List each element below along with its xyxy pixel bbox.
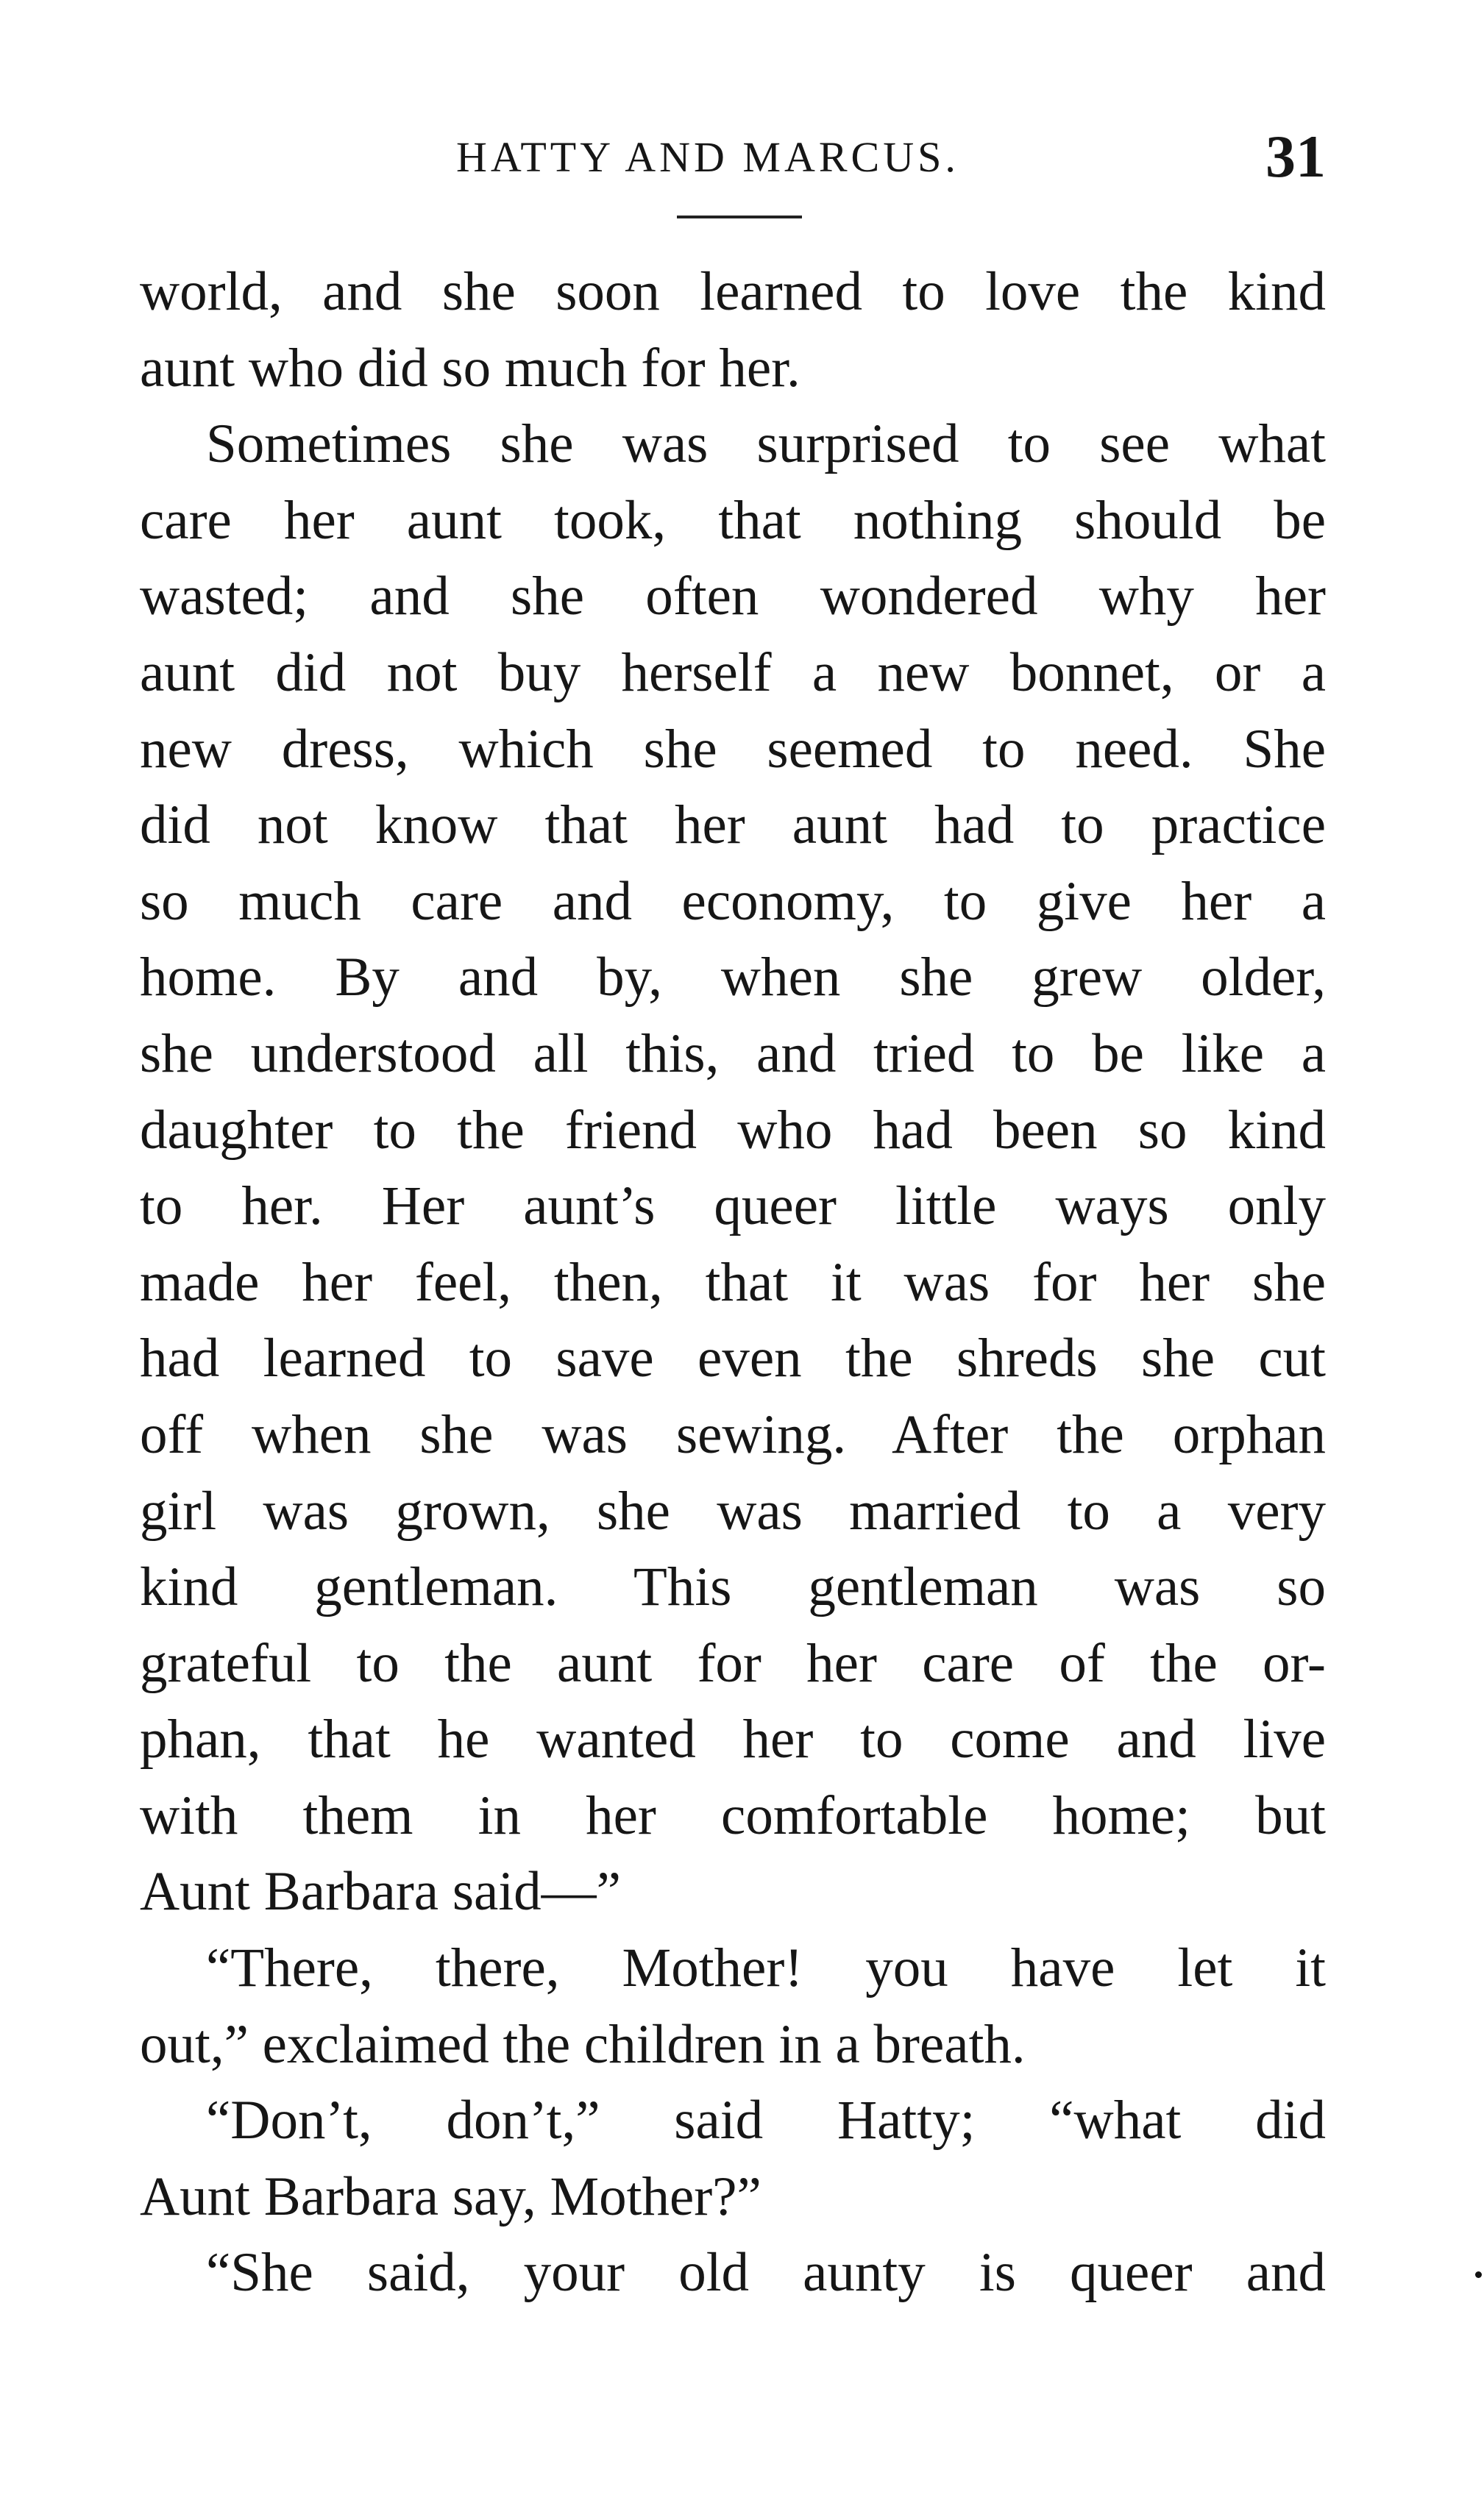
header-rule bbox=[677, 216, 802, 218]
text-line: kind gentleman. This gentleman was so bbox=[140, 1556, 1326, 1618]
body-text bbox=[140, 254, 1326, 2311]
ink-speck bbox=[1475, 2271, 1482, 2278]
text-line: she understood all this, and tried to be like a bbox=[140, 1022, 1326, 1084]
text-line: made her feel, then, that it was for her she bbox=[140, 1251, 1326, 1313]
text-line: girl was grown, she was married to a very bbox=[140, 1480, 1326, 1542]
page-number: 31 bbox=[1265, 123, 1326, 190]
text-line: aunt did not buy herself a new bonnet, or a bbox=[140, 641, 1326, 703]
text-line: did not know that her aunt had to practice bbox=[140, 794, 1326, 856]
text-line: Sometimes she was surprised to see what bbox=[206, 413, 1326, 475]
text-line: daughter to the friend who had been so kind bbox=[140, 1099, 1326, 1161]
text-line: so much care and economy, to give her a bbox=[140, 870, 1326, 932]
text-line: wasted; and she often wondered why her bbox=[140, 566, 1326, 627]
text-line: Aunt Barbara say, Mother?” bbox=[140, 2165, 761, 2227]
text-line: world, and she soon learned to love the kind bbox=[140, 261, 1326, 322]
text-line: out,” exclaimed the children in a breath. bbox=[140, 2013, 1026, 2075]
text-line: to her. Her aunt’s queer little ways only bbox=[140, 1175, 1326, 1237]
text-line: care her aunt took, that nothing should be bbox=[140, 489, 1326, 551]
text-line: with them in her comfortable home; but bbox=[140, 1784, 1326, 1846]
text-line: “Don’t, don’t,” said Hatty; “what did bbox=[206, 2090, 1326, 2151]
text-line: off when she was sewing. After the orphan bbox=[140, 1403, 1326, 1465]
text-line: aunt who did so much for her. bbox=[140, 337, 800, 399]
running-head bbox=[140, 125, 1326, 191]
text-line: “There, there, Mother! you have let it bbox=[206, 1937, 1326, 1999]
text-line: home. By and by, when she grew older, bbox=[140, 947, 1326, 1008]
text-line: Aunt Barbara said—” bbox=[140, 1861, 621, 1923]
text-line: “She said, your old aunty is queer and bbox=[206, 2242, 1326, 2304]
text-line: new dress, which she seemed to need. She bbox=[140, 718, 1326, 780]
text-line: phan, that he wanted her to come and live bbox=[140, 1709, 1326, 1770]
running-title: HATTY AND MARCUS. bbox=[456, 133, 959, 181]
text-line: had learned to save even the shreds she cut bbox=[140, 1328, 1326, 1389]
text-line: grateful to the aunt for her care of the or- bbox=[140, 1632, 1326, 1694]
